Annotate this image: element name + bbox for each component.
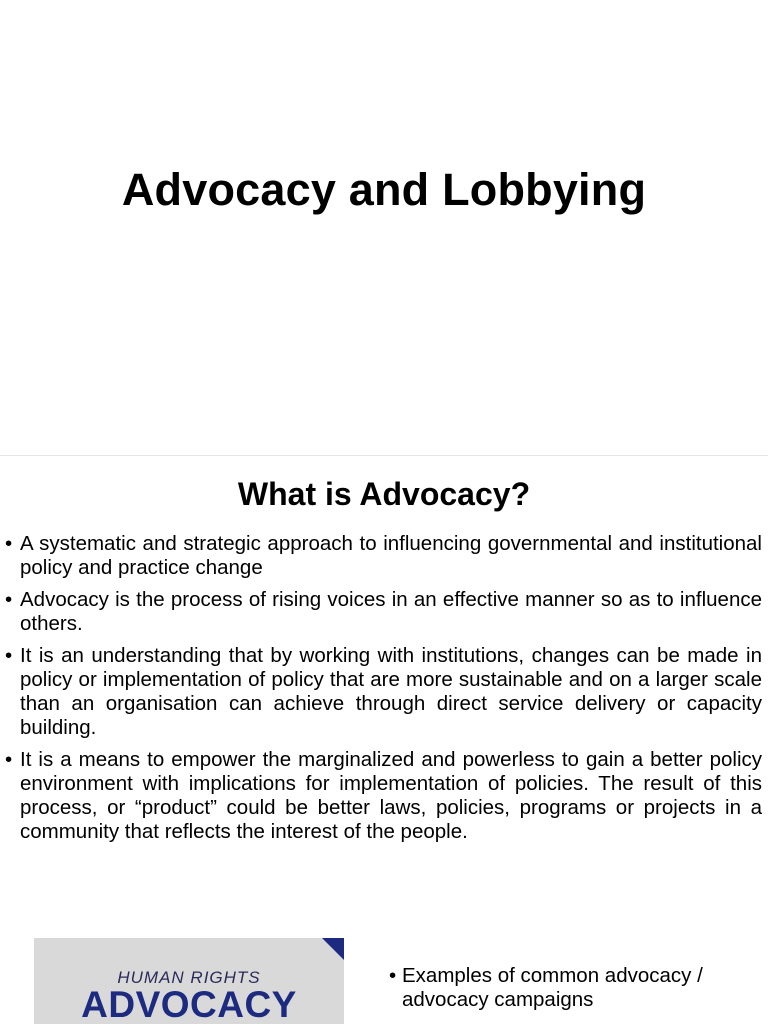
list-item-text: It is an understanding that by working with institutions, changes can be made in policy or implementation of policy that are more sustainable and on a larger scale than an organisation can achieve through direct service delivery or capacity building. (20, 644, 762, 739)
bullet-icon: • (5, 532, 13, 555)
bullet-icon: • (5, 748, 13, 771)
examples-list (389, 964, 759, 1012)
list-item (389, 964, 759, 1012)
list-item (5, 644, 762, 740)
slide-title: Advocacy and Lobbying (121, 164, 647, 215)
advocacy-definition-list (5, 532, 762, 852)
slide-divider (0, 455, 768, 456)
image-main-text: ADVOCACY (81, 984, 297, 1024)
image-top-text: HUMAN RIGHTS (117, 968, 261, 987)
list-item (5, 588, 762, 636)
list-item (5, 532, 762, 580)
list-item-text: Advocacy is the process of rising voices in an effective manner so as to influence others. (20, 588, 762, 635)
human-rights-advocacy-image (34, 938, 344, 1024)
bullet-icon: • (389, 964, 397, 987)
bullet-icon: • (5, 588, 13, 611)
section-heading: What is Advocacy? (237, 476, 531, 512)
list-item (5, 748, 762, 844)
corner-accent (322, 938, 344, 960)
list-item-text: It is a means to empower the marginalized and powerless to gain a better policy environment with implications for implementation of policies. The result of this process, or “product” could be better laws, policies, programs or projects in a community that reflects the interest of the people. (20, 748, 762, 843)
list-item-text: A systematic and strategic approach to influencing governmental and institutional policy and practice change (20, 532, 762, 579)
bullet-icon: • (5, 644, 13, 667)
list-item-text: Examples of common advocacy / advocacy campaigns (402, 964, 703, 1011)
